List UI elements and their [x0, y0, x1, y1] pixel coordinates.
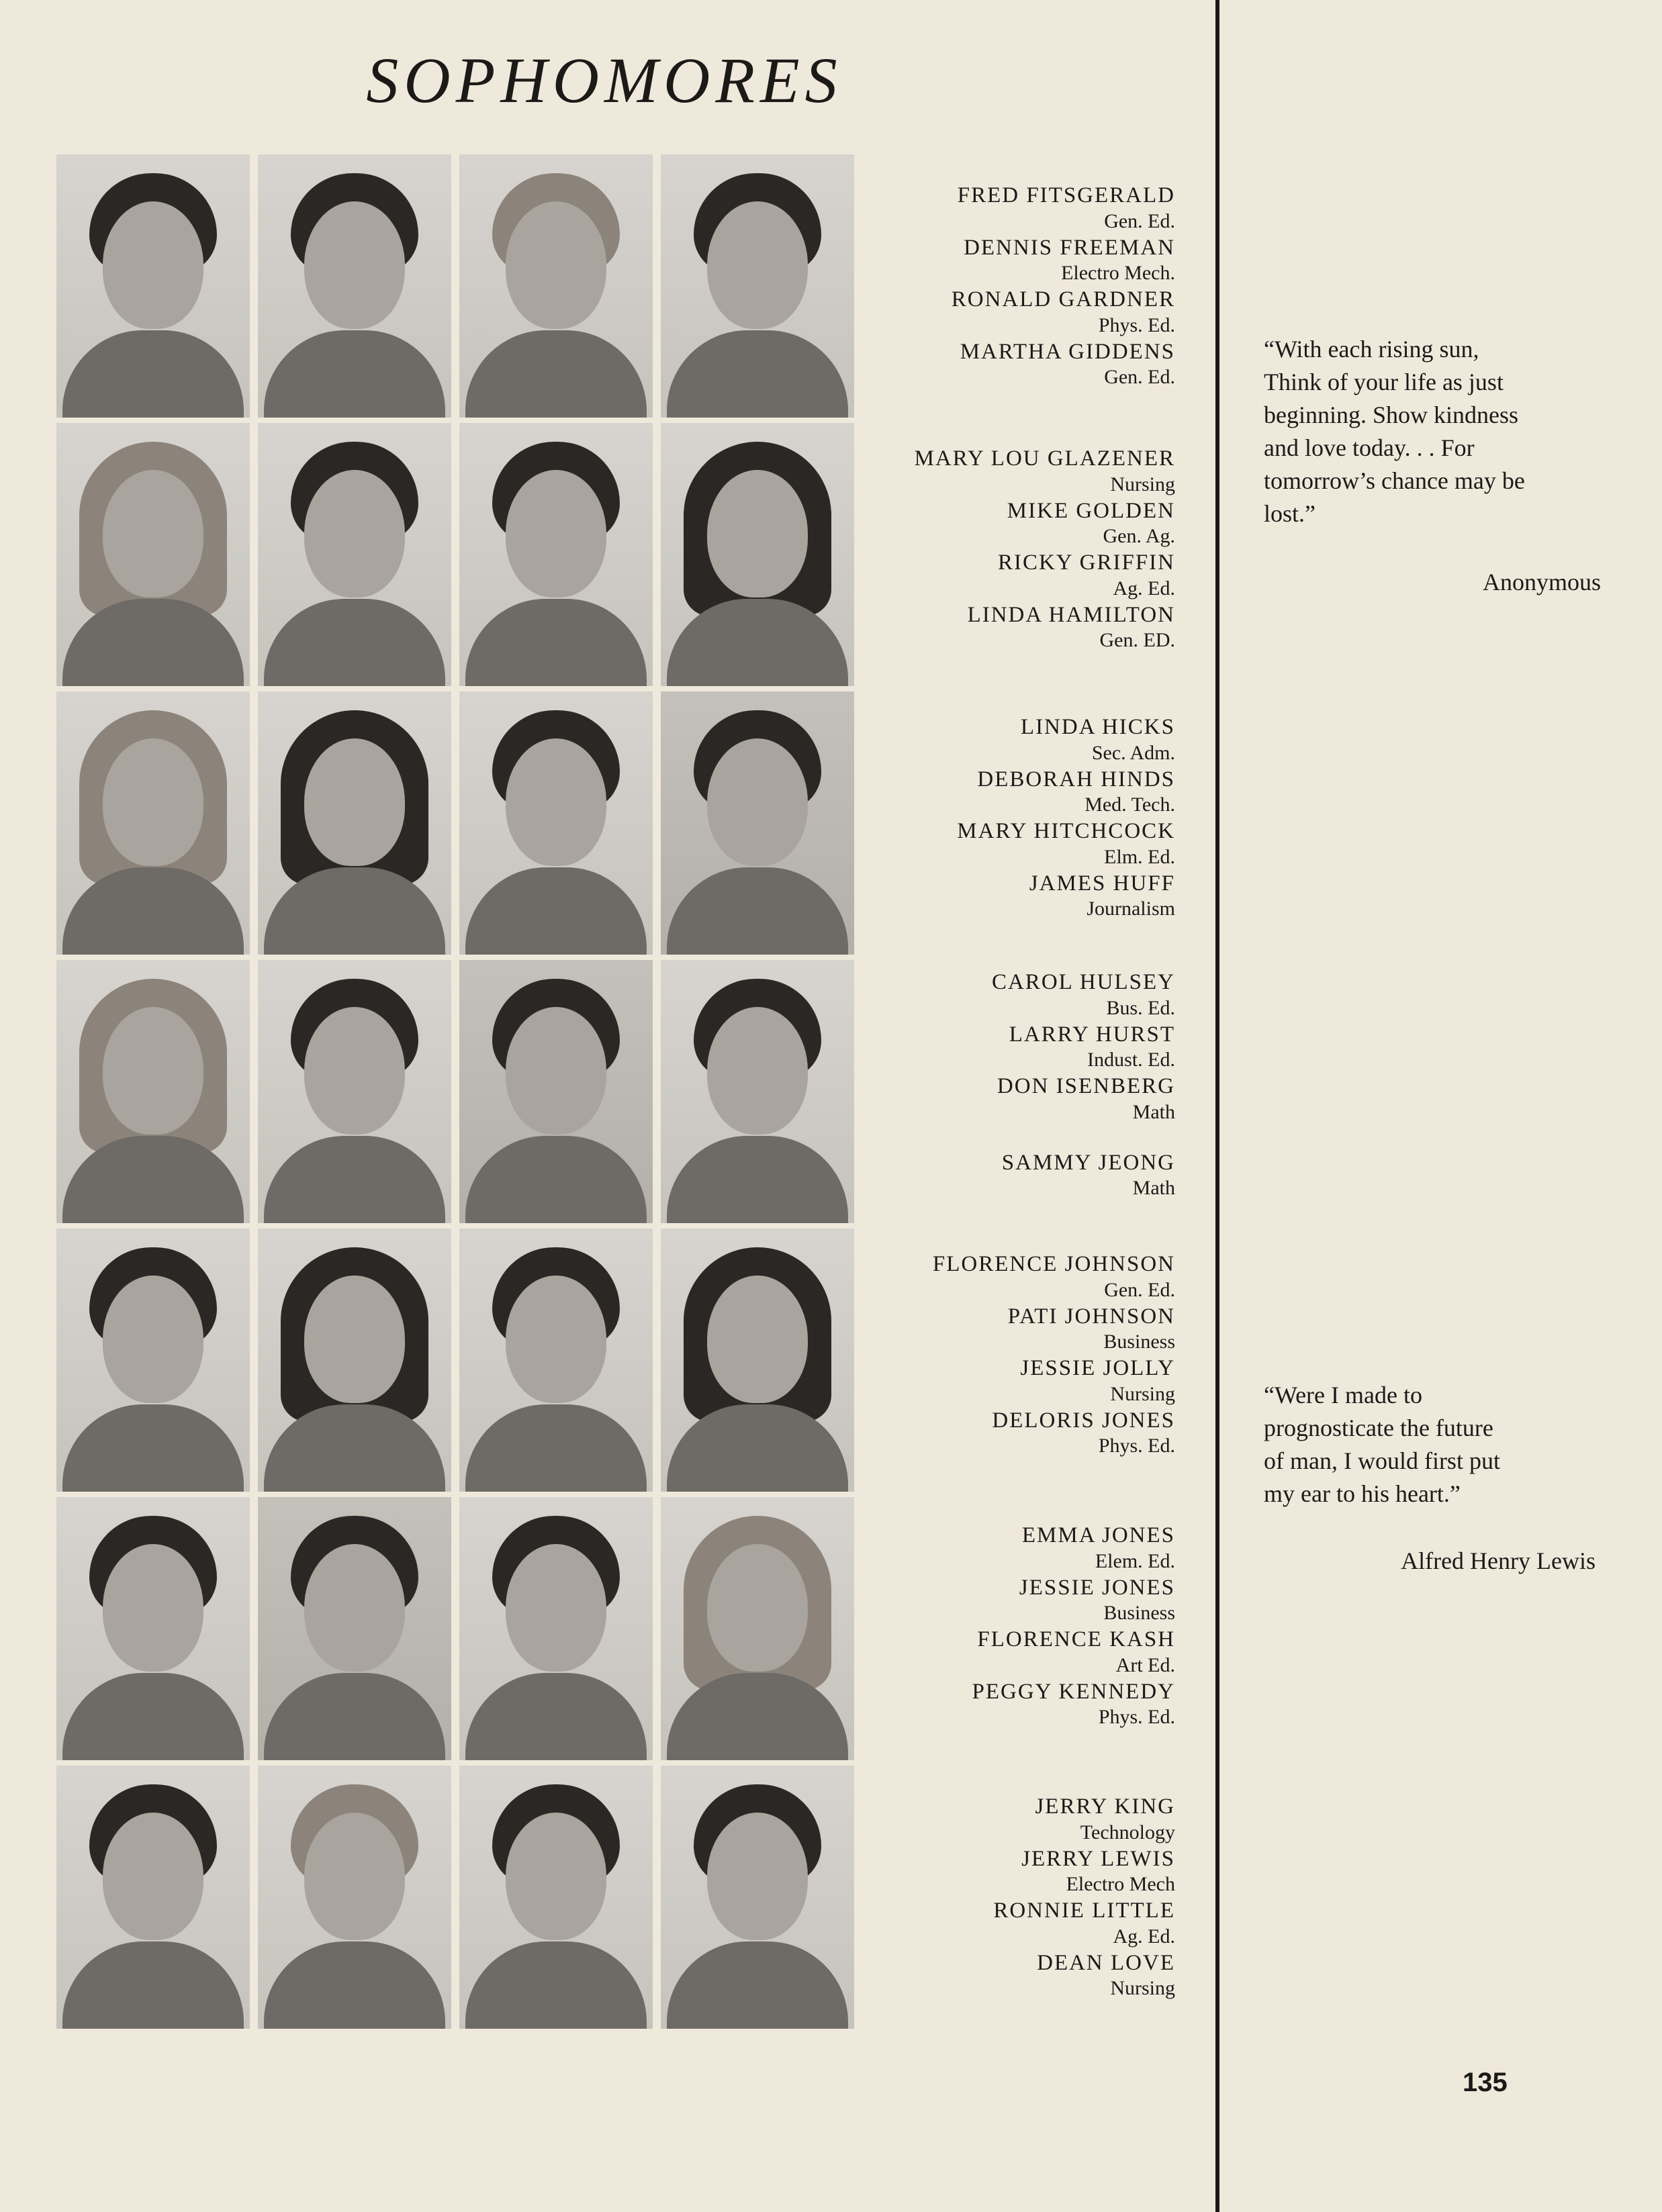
student-name: SAMMY JEONG: [1001, 1150, 1175, 1175]
column-divider: [1215, 0, 1219, 2212]
student-name: DEAN LOVE: [1037, 1950, 1175, 1975]
student-name: MIKE GOLDEN: [1007, 498, 1175, 523]
student-major: Phys. Ed.: [1098, 314, 1175, 336]
portrait-photo: [661, 691, 854, 955]
portrait-photo: [459, 154, 653, 418]
caption-block: [866, 1794, 1175, 2002]
student-major: Technology: [1080, 1821, 1175, 1843]
quote-line: Think of your life as just: [1264, 368, 1504, 395]
caption-block: [866, 969, 1175, 1202]
quote-line: my ear to his heart.”: [1264, 1480, 1461, 1507]
student-name: JESSIE JONES: [1019, 1575, 1175, 1600]
portrait-photo: [258, 1229, 451, 1492]
student-name: LINDA HICKS: [1020, 715, 1175, 739]
portrait-photo: [56, 1497, 250, 1760]
portrait-photo: [56, 691, 250, 955]
student-major: Elm. Ed.: [1104, 845, 1175, 868]
student-name: JERRY LEWIS: [1021, 1846, 1175, 1871]
portrait-photo: [661, 423, 854, 686]
caption-block: [866, 714, 1175, 922]
student-name: DON ISENBERG: [997, 1074, 1175, 1099]
student-name: DELORIS JONES: [992, 1408, 1175, 1433]
student-major: Business: [1103, 1602, 1175, 1625]
quote-line: lost.”: [1264, 499, 1315, 527]
quote-line: of man, I would first put: [1264, 1447, 1500, 1474]
student-major: Electro Mech: [1066, 1873, 1175, 1896]
student-major: Med. Tech.: [1084, 794, 1175, 816]
student-name: FLORENCE JOHNSON: [932, 1252, 1175, 1276]
student-major: Art Ed.: [1115, 1653, 1175, 1676]
student-major: Bus. Ed.: [1106, 996, 1175, 1019]
portrait-photo: [459, 423, 653, 686]
student-major: Nursing: [1110, 1382, 1175, 1405]
student-name: JAMES HUFF: [1029, 871, 1175, 896]
student-name: EMMA JONES: [1021, 1523, 1175, 1547]
portrait-photo: [459, 1229, 653, 1492]
quote-line: and love today. . . For: [1264, 434, 1475, 461]
student-name: CAROL HULSEY: [991, 970, 1175, 994]
student-major: Indust. Ed.: [1087, 1049, 1175, 1071]
portrait-photo: [258, 1497, 451, 1760]
portrait-photo: [661, 1497, 854, 1760]
page-number: 135: [1463, 2068, 1508, 2097]
quote-line: “With each rising sun,: [1264, 336, 1479, 363]
student-major: Phys. Ed.: [1098, 1706, 1175, 1729]
caption-block: [866, 183, 1175, 391]
student-name: PATI JOHNSON: [1007, 1304, 1175, 1329]
student-name: LARRY HURST: [1009, 1022, 1175, 1047]
quote-line: tomorrow’s chance may be: [1264, 467, 1525, 494]
student-major: Gen. Ag.: [1103, 525, 1175, 548]
portrait-photo: [56, 1229, 250, 1492]
portrait-photo: [258, 423, 451, 686]
portrait-photo: [459, 1766, 653, 2029]
student-major: Nursing: [1110, 473, 1175, 495]
quote-line: beginning. Show kindness: [1264, 401, 1519, 428]
student-major: Phys. Ed.: [1098, 1435, 1175, 1457]
portrait-photo: [56, 154, 250, 418]
student-name: RICKY GRIFFIN: [997, 550, 1175, 575]
caption-block: [866, 1523, 1175, 1731]
portrait-photo: [661, 1229, 854, 1492]
student-major: Math: [1132, 1100, 1175, 1123]
portrait-grid: [56, 154, 856, 2027]
student-major: Math: [1132, 1177, 1175, 1200]
student-name: JESSIE JOLLY: [1020, 1356, 1175, 1381]
student-name: FLORENCE KASH: [977, 1627, 1175, 1652]
student-name: MARTHA GIDDENS: [960, 339, 1175, 364]
portrait-photo: [56, 1766, 250, 2029]
portrait-photo: [56, 423, 250, 686]
student-name: RONNIE LITTLE: [993, 1898, 1175, 1923]
student-major: Elem. Ed.: [1095, 1549, 1175, 1572]
portrait-photo: [459, 960, 653, 1223]
student-major: Ag. Ed.: [1113, 1925, 1175, 1947]
student-name: FRED FITSGERALD: [957, 183, 1175, 207]
student-major: Gen. Ed.: [1104, 366, 1175, 389]
student-name: RONALD GARDNER: [951, 287, 1175, 312]
quote-text: [1264, 333, 1613, 530]
portrait-photo: [258, 960, 451, 1223]
portrait-photo: [258, 154, 451, 418]
quote-author: Anonymous: [1482, 569, 1601, 595]
portrait-photo: [661, 960, 854, 1223]
student-name: LINDA HAMILTON: [967, 602, 1175, 627]
student-major: Business: [1103, 1331, 1175, 1353]
student-major: Gen. ED.: [1099, 629, 1175, 652]
student-major: Journalism: [1087, 898, 1175, 920]
quote-text: [1264, 1379, 1613, 1510]
portrait-photo: [661, 154, 854, 418]
caption-block: [866, 1251, 1175, 1459]
portrait-photo: [661, 1766, 854, 2029]
student-major: Gen. Ed.: [1104, 209, 1175, 232]
portrait-photo: [459, 1497, 653, 1760]
student-major: Nursing: [1110, 1977, 1175, 2000]
portrait-photo: [459, 691, 653, 955]
student-name: MARY HITCHCOCK: [957, 819, 1175, 844]
student-major: Ag. Ed.: [1113, 577, 1175, 599]
portrait-photo: [258, 691, 451, 955]
student-name: JERRY KING: [1035, 1794, 1175, 1819]
student-name: DENNIS FREEMAN: [964, 235, 1175, 260]
student-name: MARY LOU GLAZENER: [914, 446, 1175, 471]
student-major: Electro Mech.: [1061, 262, 1175, 285]
page-title: SOPHOMORES: [366, 44, 843, 116]
caption-block: [866, 446, 1175, 654]
student-name: DEBORAH HINDS: [977, 767, 1175, 791]
portrait-photo: [258, 1766, 451, 2029]
student-major: Gen. Ed.: [1104, 1278, 1175, 1301]
quote-line: prognosticate the future: [1264, 1414, 1493, 1441]
student-name: PEGGY KENNEDY: [972, 1679, 1175, 1704]
student-major: Sec. Adm.: [1091, 741, 1175, 764]
quote-author: Alfred Henry Lewis: [1401, 1547, 1596, 1574]
quote-line: “Were I made to: [1264, 1382, 1422, 1408]
portrait-photo: [56, 960, 250, 1223]
